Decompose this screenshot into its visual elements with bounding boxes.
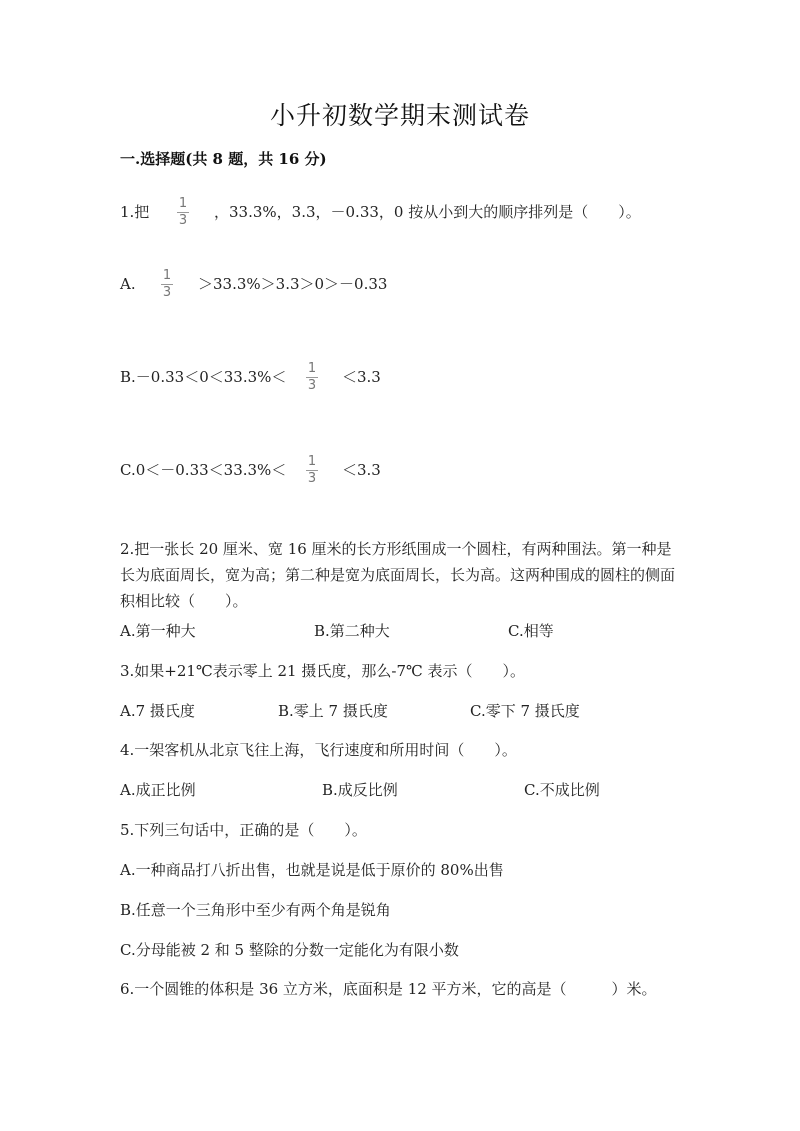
q5-option-a: A.一种商品打八折出售，也就是说是低于原价的 80%出售 — [120, 861, 504, 879]
q1-option-c-suffix: ＜3.3 — [342, 461, 381, 479]
fraction-numerator: 1 — [307, 361, 317, 376]
fraction-one-third — [176, 196, 190, 228]
q4-option-c: C.不成比例 — [524, 781, 600, 799]
fraction-numerator: 1 — [162, 268, 172, 283]
q3-option-c: C.零下 7 摄氏度 — [470, 702, 580, 720]
q1-option-b-prefix: B.－0.33＜0＜33.3%＜ — [120, 368, 287, 386]
page-title: 小升初数学期末测试卷 — [269, 101, 530, 130]
q5-option-b: B.任意一个三角形中至少有两个角是锐角 — [120, 901, 391, 919]
q4-text: 4.一架客机从北京飞往上海，飞行速度和所用时间（ ）。 — [120, 741, 517, 759]
fraction-numerator: 1 — [178, 196, 188, 211]
q5-option-c: C.分母能被 2 和 5 整除的分数一定能化为有限小数 — [120, 941, 459, 959]
fraction-one-third — [305, 454, 319, 486]
q2-option-a: A.第一种大 — [120, 622, 196, 640]
fraction-numerator: 1 — [307, 454, 317, 469]
q2-option-c: C.相等 — [508, 622, 554, 640]
q1-option-c-prefix: C.0＜－0.33＜33.3%＜ — [120, 461, 287, 479]
q5-text: 5.下列三句话中，正确的是（ ）。 — [120, 821, 367, 839]
q2-option-b: B.第二种大 — [314, 622, 390, 640]
section-heading: 一.选择题(共 8 题，共 16 分) — [120, 150, 327, 168]
q4-option-b: B.成反比例 — [322, 781, 398, 799]
q1-prefix: 1.把 — [120, 203, 150, 221]
fraction-denominator: 3 — [178, 213, 188, 228]
q1-option-b-suffix: ＜3.3 — [342, 368, 381, 386]
q3-option-a: A.7 摄氏度 — [120, 702, 195, 720]
fraction-one-third — [160, 268, 174, 300]
fraction-denominator: 3 — [307, 471, 317, 486]
fraction-one-third — [305, 361, 319, 393]
q1-option-a-suffix: ＞33.3%＞3.3＞0＞－0.33 — [198, 275, 388, 293]
q6-text: 6.一个圆锥的体积是 36 立方米，底面积是 12 平方米，它的高是（ ）米。 — [120, 980, 657, 998]
q3-text: 3.如果+21℃表示零上 21 摄氏度，那么-7℃ 表示（ ）。 — [120, 662, 526, 680]
q2-text: 2.把一张长 20 厘米、宽 16 厘米的长方形纸围成一个圆柱，有两种围法。第一种是长为底面周长，宽为高；第二种是宽为底面周长，长为高。这两种围成的圆柱的侧面积相比较（ ）。 — [120, 540, 676, 610]
fraction-denominator: 3 — [307, 378, 317, 393]
q4-option-a: A.成正比例 — [120, 781, 196, 799]
q1-suffix: ，33.3%，3.3，－0.33，0 按从小到大的顺序排列是（ ）。 — [214, 203, 641, 221]
fraction-denominator: 3 — [162, 285, 172, 300]
q3-option-b: B.零上 7 摄氏度 — [278, 702, 388, 720]
q1-option-a-prefix: A. — [120, 275, 136, 293]
